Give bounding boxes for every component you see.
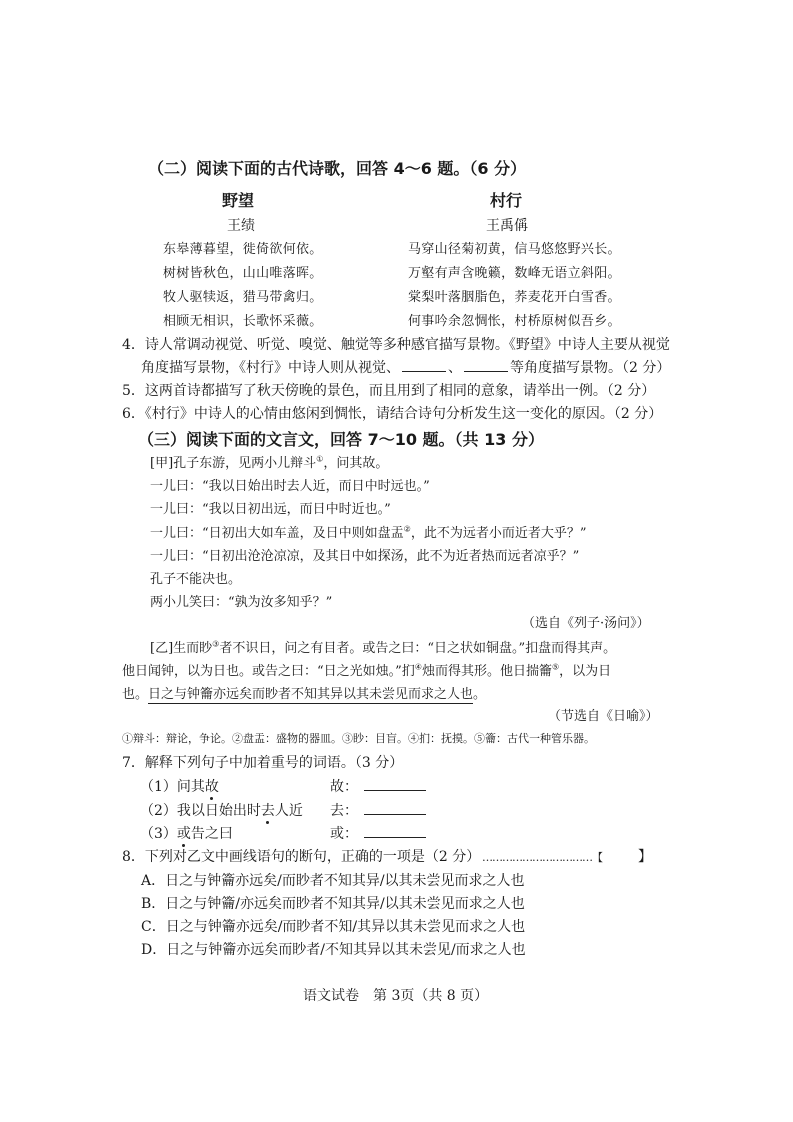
question-4-line1: 4．诗人常调动视觉、听觉、嗅觉、触觉等多种感官描写景物。《野望》中诗人主要从视觉 <box>122 337 670 353</box>
emphasis-dot-char: 去 <box>261 800 275 820</box>
answer-blank-2[interactable] <box>464 357 508 372</box>
poem2-line: 何事吟余忽惆怅，村桥原树似吾乡。 <box>408 314 621 329</box>
question-7-item <box>140 823 233 843</box>
answer-line[interactable] <box>364 777 426 791</box>
answer-label: 或： <box>330 826 358 842</box>
item-text: 人近 <box>274 803 303 819</box>
answer-bracket[interactable] <box>482 846 652 866</box>
question-7-answer <box>330 800 426 820</box>
poem1-line: 牧人驱犊返，猎马带禽归。 <box>163 290 323 305</box>
section-2-heading: （二）阅读下面的古代诗歌，回答 4～6 题。（6 分） <box>148 159 527 178</box>
footnote-marker: ② <box>403 524 411 534</box>
question-7-item <box>140 800 303 820</box>
passage-yi-line <box>122 683 486 702</box>
question-5: 5．这两首诗都描写了秋天傍晚的景色，而且用到了相同的意象，请举出一例。（2 分） <box>122 383 656 399</box>
question-7-answer <box>330 776 426 796</box>
item-number: （3） <box>140 826 177 842</box>
passage-jia-line <box>150 452 388 471</box>
poem2-title: 村行 <box>490 191 523 210</box>
emphasis-dot-char: 或 <box>177 823 191 843</box>
leader-dots: ……………………………【 <box>482 851 602 864</box>
question-7-stem: 7．解释下列句子中加着重号的词语。（3 分） <box>122 755 404 771</box>
answer-blank-1[interactable] <box>402 357 446 372</box>
passage-yi-source: （节选自《日喻》） <box>548 709 659 724</box>
option-d[interactable]: D．日之与钟籥亦远矣而眇者/不知其异以其未尝见/而求之人也 <box>141 942 526 958</box>
passage-text: 者不识日，问之有目者。或告之曰：“日之状如铜盘。”扣盘而得其声。 <box>219 641 617 656</box>
emphasis-dot-char: 故 <box>205 776 219 796</box>
passage-jia-line <box>150 522 586 541</box>
poem1-author: 王绩 <box>227 218 255 234</box>
item-text: 我以日始出时 <box>176 803 261 819</box>
question-4-text-c: 等角度描写景物。（2 分） <box>510 360 671 376</box>
passage-text: ，问其故。 <box>323 456 389 471</box>
option-b[interactable]: B．日之与钟籥/亦远矣而眇者不知其异/以其未尝见而求之人也 <box>141 896 525 912</box>
passage-yi-line <box>150 637 616 656</box>
question-7-item <box>140 776 219 796</box>
footnote-marker: ⑤ <box>551 662 560 672</box>
question-4-text-a: 角度描写景物，《村行》中诗人则从视觉、 <box>141 360 400 376</box>
passage-text: 一儿曰：“日初出大如车盖，及日中则如盘盂 <box>150 526 404 541</box>
passage-text: 也。 <box>122 687 149 702</box>
question-6: 6．《村行》中诗人的心情由悠闲到惆怅，请结合诗句分析发生这一变化的原因。（2 分） <box>122 406 663 422</box>
passage-jia-line: 两小儿笑曰：“孰为汝多知乎？” <box>150 595 333 610</box>
poem1-line: 树树皆秋色，山山唯落晖。 <box>163 266 323 281</box>
poem1-title: 野望 <box>222 191 255 210</box>
answer-label: 故： <box>330 779 358 795</box>
passage-text: [乙]生而眇 <box>150 641 213 656</box>
footnotes: ①辩斗：辩论，争论。②盘盂：盛物的器皿。③眇：目盲。④扪：抚摸。⑤籥：古代一种管乐器。 <box>122 732 595 745</box>
item-number: （1） <box>140 779 177 795</box>
passage-jia-line: 一儿曰：“我以日初出远，而日中时近也。” <box>150 502 391 517</box>
question-8-stem <box>122 846 480 866</box>
question-4-line2 <box>141 357 670 377</box>
item-number: （2） <box>140 803 177 819</box>
underlined-sentence: 日之与钟籥亦远矣而眇者不知其异以其未尝见而求之人也 <box>148 687 474 702</box>
option-a[interactable]: A．日之与钟籥亦远矣/而眇者不知其异/以其未尝见而求之人也 <box>141 873 525 889</box>
poem2-author: 王禹偁 <box>486 218 528 234</box>
answer-line[interactable] <box>364 801 426 815</box>
question-7-answer <box>330 823 426 843</box>
passage-text: 他日闻钟，以为日也。或告之曰：“日之光如烛。”扪 <box>122 664 415 679</box>
poem2-line: 马穿山径菊初黄，信马悠悠野兴长。 <box>408 242 621 257</box>
passage-jia-line: 一儿曰：“我以日始出时去人近，而日中时远也。” <box>150 479 430 494</box>
passage-text: 烛而得其形。他日揣籥 <box>421 664 552 679</box>
passage-text: ，以为日 <box>559 664 612 679</box>
passage-jia-line: 一儿曰：“日初出沧沧凉凉，及其日中如探汤，此不为近者热而远者凉乎？” <box>150 549 580 564</box>
section-3-heading: （三）阅读下面的文言文，回答 7～10 题。（共 13 分） <box>138 430 544 449</box>
option-c[interactable]: C．日之与钟籥亦远矣/而眇者不知/其异以其未尝见而求之人也 <box>141 919 526 935</box>
answer-line[interactable] <box>364 824 426 838</box>
footnote-marker: ③ <box>212 639 220 649</box>
poem2-line: 棠梨叶落胭脂色，荞麦花开白雪香。 <box>408 290 621 305</box>
bracket-close: 】 <box>638 849 652 865</box>
poem1-line: 东皋薄暮望，徙倚欲何依。 <box>163 242 323 257</box>
answer-label: 去： <box>330 803 358 819</box>
question-4-text-b: 、 <box>448 360 462 376</box>
item-text: 问其 <box>176 779 205 795</box>
passage-jia-source: （选自《列子·汤问》） <box>522 616 650 631</box>
question-text: 8．下列对乙文中画线语句的断句，正确的一项是（2 分） <box>122 849 481 865</box>
passage-jia-line: 孔子不能决也。 <box>150 572 242 587</box>
footnote-marker: ① <box>316 454 324 464</box>
footnote-marker: ④ <box>414 662 422 672</box>
passage-text: 。 <box>473 687 487 702</box>
poem1-line: 相顾无相识，长歌怀采薇。 <box>163 314 323 329</box>
passage-text: ，此不为远者小而近者大乎？” <box>410 526 587 541</box>
item-text: 告之曰 <box>190 826 233 842</box>
page-footer: 语文试卷 第 3页（共 8 页） <box>303 988 489 1004</box>
passage-yi-line <box>122 660 611 679</box>
passage-text: [甲]孔子东游，见两小儿辩斗 <box>150 456 317 471</box>
poem2-line: 万壑有声含晚籁，数峰无语立斜阳。 <box>408 266 621 281</box>
